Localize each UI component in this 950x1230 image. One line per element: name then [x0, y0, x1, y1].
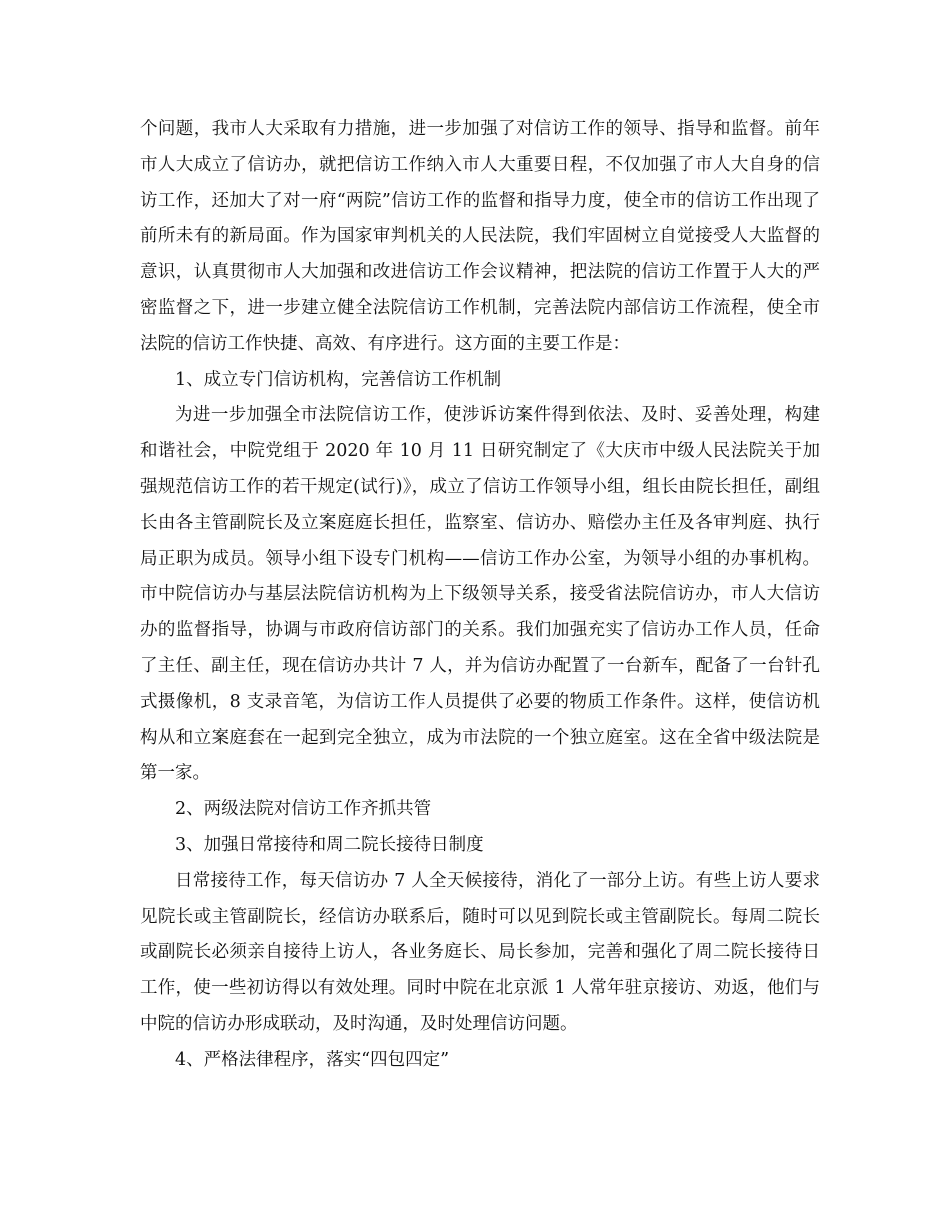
heading-item-4: 4、严格法律程序，落实“四包四定”	[175, 1049, 450, 1070]
document-body	[140, 112, 820, 1079]
paragraph-intro: 个问题，我市人大采取有力措施，进一步加强了对信访工作的领导、指导和监督。前年市人大成立了信访办，就把信访工作纳入市人大重要日程，不仅加强了市人大自身的信访工作，还加大了对一府“两院”信访工作的监督和指导力度，使全市的信访工作出现了前所未有的新局面。作为国家审判机关的人民法院，我们牢固树立自觉接受人大监督的意识，认真贯彻市人大加强和改进信访工作会议精神，把法院的信访工作置于人大的严密监督之下，进一步建立健全法院信访工作机制，完善法院内部信访工作流程，使全市法院的信访工作快捷、高效、有序进行。这方面的主要工作是：	[140, 119, 820, 354]
paragraph-item-1-body: 为进一步加强全市法院信访工作，使涉诉访案件得到依法、及时、妥善处理，构建和谐社会，中院党组于 2020 年 10 月 11 日研究制定了《大庆市中级人民法院关于加强规范信访工作的若干规定(试行)》，成立了信访工作领导小组，组长由院长担任，副组长由各主管副院长及立案庭庭长担任，监察室、信访办、赔偿办主任及各审判庭、执行局正职为成员。领导小组下设专门机构——信访工作办公室，为领导小组的办事机构。市中院信访办与基层法院信访机构为上下级领导关系，接受省法院信访办，市人大信访办的监督指导，协调与市政府信访部门的关系。我们加强充实了信访办工作人员，任命了主任、副主任，现在信访办共计 7 人，并为信访办配置了一台新车，配备了一台针孔式摄像机，8 支录音笔，为信访工作人员提供了必要的物质工作条件。这样，使信访机构从和立案庭套在一起到完全独立，成为市法院的一个独立庭室。这在全省中级法院是第一家。	[140, 405, 820, 784]
heading-item-2: 2、两级法院对信访工作齐抓共管	[175, 799, 432, 820]
heading-item-3: 3、加强日常接待和周二院长接待日制度	[175, 834, 484, 855]
paragraph-item-3-body: 日常接待工作，每天信访办 7 人全天候接待，消化了一部分上访。有些上访人要求见院长或主管副院长，经信访办联系后，随时可以见到院长或主管副院长。每周二院长或副院长必须亲自接待上访人，各业务庭长、局长参加，完善和强化了周二院长接待日工作，使一些初访得以有效处理。同时中院在北京派 1 人常年驻京接访、劝返，他们与中院的信访办形成联动，及时沟通，及时处理信访问题。	[140, 870, 820, 1034]
heading-item-1: 1、成立专门信访机构，完善信访工作机制	[175, 369, 502, 390]
